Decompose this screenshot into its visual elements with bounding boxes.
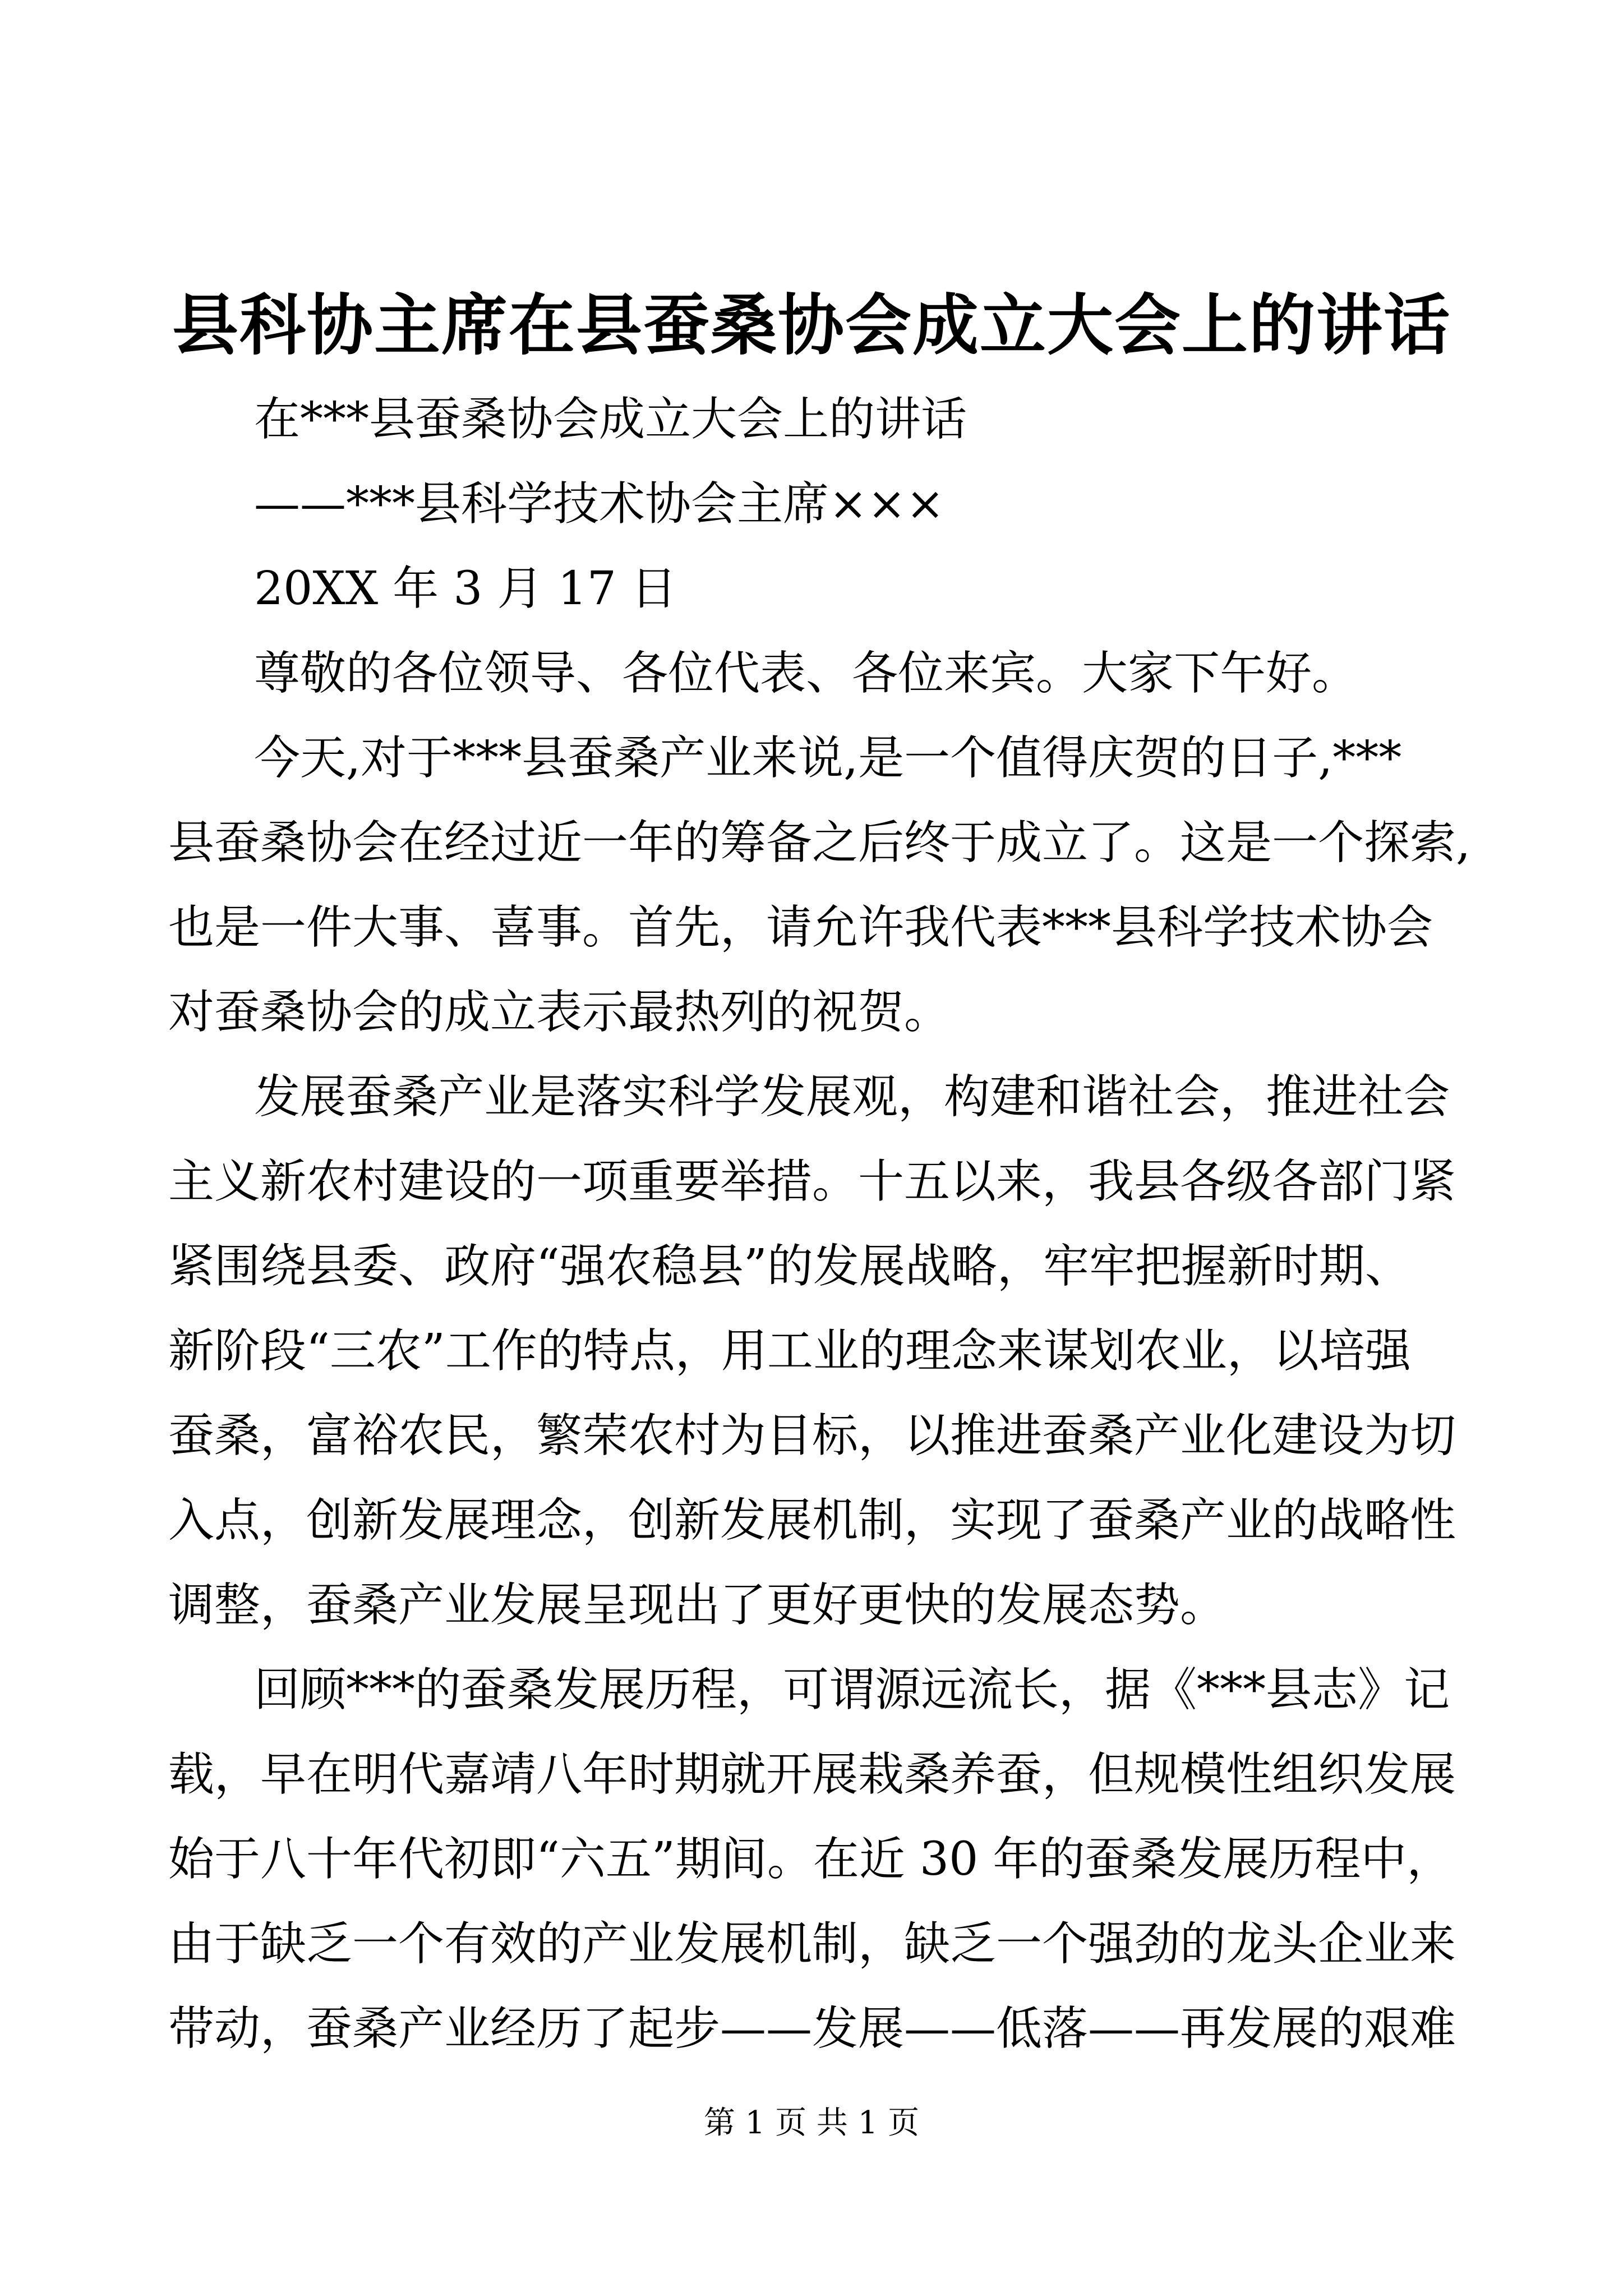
paragraph-1: [168, 716, 1471, 1055]
paragraph-line: 对蚕桑协会的成立表示最热列的祝贺。: [168, 986, 951, 1039]
paragraph-2: [168, 1055, 1456, 1648]
paragraph-line: 载，早在明代嘉靖八年时期就开展栽桑养蚕，但规模性组织发展: [168, 1748, 1456, 1801]
date-line: 20XX 年 3 月 17 日: [254, 562, 677, 615]
paragraph-line: 新阶段“三农”工作的特点，用工业的理念来谋划农业，以培强: [168, 1324, 1411, 1378]
paragraph-line: 蚕桑，富裕农民，繁荣农村为目标，以推进蚕桑产业化建设为切: [168, 1409, 1456, 1462]
paragraph-line: 今天,对于***县蚕桑产业来说,是一个值得庆贺的日子,***: [254, 731, 1402, 785]
paragraph-line: 回顾***的蚕桑发展历程，可谓源远流长，据《***县志》记: [254, 1663, 1450, 1717]
paragraph-line: 也是一件大事、喜事。首先，请允许我代表***县科学技术协会: [168, 901, 1433, 954]
greeting-line: 尊敬的各位领导、各位代表、各位来宾。大家下午好。: [254, 647, 1358, 700]
document-body: [168, 377, 1471, 2071]
paragraph-line: 入点，创新发展理念，创新发展机制，实现了蚕桑产业的战略性: [168, 1494, 1456, 1547]
paragraph-line: 带动，蚕桑产业经历了起步——发展——低落——再发展的艰难: [168, 2002, 1456, 2055]
subtitle-line: 在***县蚕桑协会成立大会上的讲话: [254, 393, 967, 446]
paragraph-line: 县蚕桑协会在经过近一年的筹备之后终于成立了。这是一个探索,: [168, 816, 1471, 869]
paragraph-line: 发展蚕桑产业是落实科学发展观，构建和谐社会，推进社会: [254, 1070, 1450, 1124]
paragraph-3: [168, 1648, 1456, 2071]
document-title: 县科协主席在县蚕桑协会成立大会上的讲话: [172, 286, 1451, 364]
paragraph-line: 始于八十年代初即“六五”期间。在近 30 年的蚕桑发展历程中，: [168, 1833, 1453, 1886]
byline: ——***县科学技术协会主席×××: [254, 477, 945, 531]
paragraph-line: 由于缺乏一个有效的产业发展机制，缺乏一个强劲的龙头企业来: [168, 1917, 1456, 1971]
page-footer: 第 1 页 共 1 页: [703, 2105, 920, 2141]
paragraph-line: 紧围绕县委、政府“强农稳县”的发展战略，牢牢把握新时期、: [168, 1240, 1411, 1293]
paragraph-line: 调整，蚕桑产业发展呈现出了更好更快的发展态势。: [168, 1579, 1227, 1632]
paragraph-line: 主义新农村建设的一项重要举措。十五以来，我县各级各部门紧: [168, 1155, 1456, 1208]
